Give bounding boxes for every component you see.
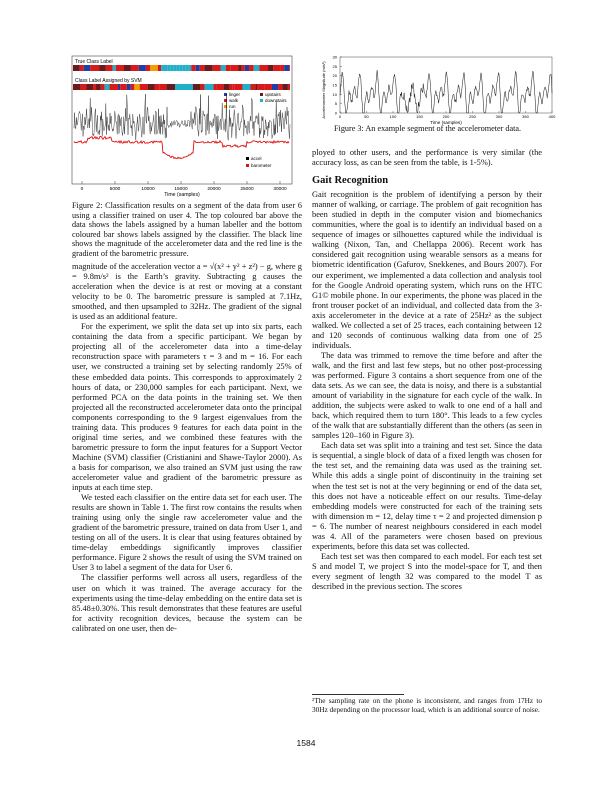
label-segment <box>84 65 90 71</box>
label-segment <box>134 84 139 90</box>
figure-2-xlabel: Time (samples) <box>164 192 200 198</box>
label-segment <box>127 84 131 90</box>
label-segment <box>170 65 173 71</box>
label-segment <box>109 84 118 90</box>
true-label-bar <box>73 65 290 71</box>
label-segment <box>176 65 179 71</box>
x-tick-label: 150 <box>416 114 423 119</box>
label-segment <box>242 84 250 90</box>
legend-label: downstairs <box>265 98 287 103</box>
label-segment <box>239 65 242 71</box>
legend-label: run <box>229 104 236 109</box>
label-segment <box>185 65 188 71</box>
label-segment <box>182 65 185 71</box>
figure-3-caption: Figure 3: An example segment of the accelerometer data. <box>334 124 522 133</box>
legend-swatch <box>246 157 249 160</box>
label-segment <box>106 65 113 71</box>
label-segment <box>90 65 99 71</box>
x-tick-label: 50 <box>364 114 369 119</box>
label-segment <box>131 65 139 71</box>
left-paragraph-1: magnitude of the acceleration vector a = √(x² + y² + z²) − g, where g = 9.8m/s² is the Earth’s gravity. Subtracting g causes the acceleration when the device is at rest or moving at a constant velocity to be 0. The barometric pressure is sampled at 7.1Hz, smoothed, and then upsampled to 32Hz. The gradient of the signal is used as an additional feature. <box>72 262 302 322</box>
label-segment <box>214 84 217 90</box>
label-segment <box>268 65 273 71</box>
label-segment <box>161 65 167 71</box>
y-tick-label: 20 <box>332 73 337 79</box>
left-paragraph-3: We tested each classifier on the entire data set for each user. The results are shown in Table 1. The first row contains the results when training using only the single raw accelerometer value and the gradient of the barometric pressure, trained on data from User 1, and testing on all of the users. It is clear that using features obtained by time-delay embeddings significantly improves classifier performance. Figure 2 shows the result of using the SVM trained on User 3 to label a segment of the data for User 6. <box>72 493 302 573</box>
label-segment <box>160 84 167 90</box>
label-segment <box>113 65 116 71</box>
legend-label: upstairs <box>265 92 281 97</box>
label-segment <box>204 65 212 71</box>
legend-label: barometer <box>251 163 272 168</box>
label-segment <box>184 84 187 90</box>
page-number: 1584 <box>296 738 316 748</box>
label-segment <box>235 84 243 90</box>
label-segment <box>288 84 290 90</box>
label-segment <box>105 84 110 90</box>
label-segment <box>273 65 280 71</box>
label-segment <box>191 65 196 71</box>
label-segment <box>230 84 233 90</box>
label-segment <box>158 65 161 71</box>
label-segment <box>81 84 87 90</box>
label-segment <box>226 65 231 71</box>
left-column <box>72 262 302 634</box>
label-segment <box>140 84 148 90</box>
label-segment <box>193 84 201 90</box>
section-heading-gait: Gait Recognition <box>312 175 389 187</box>
right-paragraph-0: ployed to other users, and the performance is very similar (the accuracy loss, as can be seen from the table, is 1-5%). <box>312 148 542 168</box>
svm-label-title: Class Label Assigned by SVM <box>75 78 142 84</box>
x-tick-label: 25000 <box>240 187 254 192</box>
y-tick-label: 15 <box>332 82 337 88</box>
label-segment <box>73 65 80 71</box>
label-segment <box>264 84 272 90</box>
x-tick-label: 20000 <box>207 187 221 192</box>
true-label-title: True Class Label <box>75 59 113 65</box>
x-tick-label: 400 <box>548 114 556 119</box>
x-tick-label: 5000 <box>109 187 121 192</box>
legend-label: linger <box>229 92 241 97</box>
label-segment <box>101 84 105 90</box>
legend-swatch <box>260 93 263 96</box>
label-segment <box>254 65 260 71</box>
label-segment <box>139 65 146 71</box>
x-tick-label: 300 <box>495 114 503 119</box>
label-segment <box>221 65 226 71</box>
right-paragraph-3: Each data set was split into a training and test set. Since the data is sequential, a single block of data of a fixed length was chosen for the test set, and the remaining data was used as the training set. While this adds a single point of discontinuity in the training set when the test set is not at the very beginning or end of the data set, this does not have a noticeable effect on our results. Time-delay embedding models were constructed for each of the training sets with dimension m = 12, delay time τ = 2 and projected dimension p = 6. The number of nearest neighbours considered in each model was 4. All of the parameters were chosen based on previous experiments, before this data set was collected. <box>312 441 542 551</box>
label-segment <box>178 84 181 90</box>
label-segment <box>188 65 191 71</box>
label-segment <box>201 84 205 90</box>
label-segment <box>99 65 106 71</box>
label-segment <box>181 84 184 90</box>
label-segment <box>187 84 190 90</box>
label-segment <box>131 84 135 90</box>
x-tick-label: 250 <box>469 114 476 119</box>
right-paragraph-4: Each test set was then compared to each model. For each test set S and model T, we project S into the model-space for T, and then every segment of length 32 was compared to the model T as described in the previous section. The scores <box>312 551 542 591</box>
figure-3-chart <box>322 55 554 125</box>
label-segment <box>282 84 288 90</box>
label-segment <box>80 65 84 71</box>
label-segment <box>245 65 249 71</box>
label-segment <box>213 65 221 71</box>
label-segment <box>259 65 268 71</box>
figure-3-frame <box>340 57 552 113</box>
legend-swatch <box>246 164 249 167</box>
x-tick-label: 10000 <box>141 187 155 192</box>
footnote-rule <box>312 694 404 695</box>
label-segment <box>284 65 289 71</box>
label-segment <box>179 65 182 71</box>
label-segment <box>232 84 235 90</box>
left-paragraph-2: For the experiment, we split the data set up into six parts, each containing the data from a specific participant. We began by projecting all of the accelerometer data into a time-delay reconstruction space with parameters τ = 3 and m = 16. For each user, we constructed a training set by selecting randomly 25% of these embedded data points. This corresponds to approximately 2 hours of data, or 230,000 samples for each participant. Next, we performed PCA on the data points in the training set. We then projected all the reconstructed accelerometer data onto the principal components corresponding to the 9 largest eigenvalues from the training data. This produces 9 features for each data point in the original time series, and we combined these features with the barometric pressure to form the input features for a Support Vector Machine (SVM) classifier (Cristianini and Shawe-Taylor 2000). As a basis for comparison, we also trained an SVM just using the raw accelerometer value and gradient of the barometric pressure as inputs at each time step. <box>72 322 302 493</box>
label-segment <box>150 65 158 71</box>
label-segment <box>155 84 160 90</box>
label-segment <box>190 84 193 90</box>
x-tick-label: 30000 <box>273 187 287 192</box>
figure-3-xlabel: Time (samples) <box>430 120 462 125</box>
label-segment <box>93 84 96 90</box>
label-segment <box>217 84 224 90</box>
right-column <box>312 148 542 592</box>
label-segment <box>86 84 93 90</box>
y-tick-label: 10 <box>332 91 337 97</box>
legend-swatch <box>260 99 263 102</box>
label-segment <box>255 84 257 90</box>
label-segment <box>148 84 155 90</box>
label-segment <box>166 84 175 90</box>
label-segment <box>167 65 170 71</box>
label-segment <box>231 65 239 71</box>
label-segment <box>196 65 200 71</box>
label-segment <box>289 65 290 71</box>
figure-3-ylabel: Accelerometer Magnitude (m/s²) <box>321 61 326 119</box>
label-segment <box>205 84 214 90</box>
label-segment <box>242 65 245 71</box>
figure-2-caption: Figure 2: Classification results on a segment of the data from user 6 using a classifier trained on user 4. The top coloured bar above the data shows the labels assigned by a human labeller and the bottom coloured bar shows labels assigned by the classifier. The black line shows the magnitude of the accelerometer data and the red line is the gradient of the barometric pressure. <box>72 201 302 258</box>
label-segment <box>146 65 150 71</box>
label-segment <box>224 84 230 90</box>
x-tick-label: 350 <box>522 114 529 119</box>
label-segment <box>249 65 254 71</box>
label-segment <box>73 84 81 90</box>
label-segment <box>118 84 120 90</box>
figure-2-chart <box>72 56 292 198</box>
label-segment <box>250 84 255 90</box>
label-segment <box>200 65 205 71</box>
y-tick-label: 30 <box>332 54 337 60</box>
right-paragraph-1: Gait recognition is the problem of identifying a person by their manner of walking, or carriage. The problem of gait recognition has been studied in depth in the computer vision and biomechanics communities, where the goal is to identify an individual based on a sequence of images or silhouettes captured while the individual is walking (Nixon, Tan, and Chellappa 2006). Recent work has considered gait recognition using wearable sensors as a means for biometric identification (Gafurov, Snekkenes, and Bours 2007). For our experiment, we implemented a data collection and analysis tool for the Google Android operating system, which runs on the HTC G1© mobile phone. In our experiments, the phone was placed in the front trouser pocket of an individual, and collected data from the 3-axis accelerometer in the device at a rate of 25Hz² as the subject walked. We collected a set of 25 traces, each containing between 12 and 120 seconds of continuous walking data from one of 25 individuals. <box>312 190 542 350</box>
label-segment <box>278 84 282 90</box>
label-segment <box>116 65 124 71</box>
label-segment <box>96 84 101 90</box>
left-paragraph-4: The classifier performs well across all users, regardless of the user on which it was trained. The average accuracy for the experiments using the time-delay embedding on the entire data set is 85.48±0.30%. This result demonstrates that these features are useful for activity recognition devices, because the system can be calibrated on one user, then de- <box>72 573 302 633</box>
label-segment <box>124 65 131 71</box>
legend-label: walk <box>229 98 239 103</box>
label-segment <box>257 84 264 90</box>
label-segment <box>272 84 278 90</box>
label-segment <box>173 65 176 71</box>
x-tick-label: 0 <box>338 114 342 119</box>
right-paragraph-2: The data was trimmed to remove the time before and after the walk, and the first and last few steps, but no other post-processing was performed. Figure 3 contains a short sequence from one of the data sets. As we can see, the data is noisy, and there is a substantial amount of variability in the signature for each cycle of the walk. In addition, the subjects were asked to walk to one end of a hall and back, which required them to turn 180°. This leads to a few cycles of the walk that are substantially different than the others (as seen in samples 120–160 in Figure 3). <box>312 350 542 441</box>
y-tick-label: 5 <box>334 101 337 107</box>
x-tick-label: 100 <box>389 114 397 119</box>
x-tick-label: 15000 <box>174 187 188 192</box>
x-tick-label: 0 <box>80 187 84 192</box>
footnote: ²The sampling rate on the phone is inconsistent, and ranges from 17Hz to 30Hz depending on the processor load, which is an additional source of noise. <box>312 696 542 714</box>
label-segment <box>120 84 127 90</box>
legend-label: accel <box>251 156 262 161</box>
label-segment <box>175 84 178 90</box>
y-tick-label: 25 <box>332 63 337 69</box>
label-segment <box>281 65 285 71</box>
y-tick-label: 0 <box>334 110 337 116</box>
svm-label-bar <box>73 84 290 90</box>
x-tick-label: 200 <box>442 114 450 119</box>
